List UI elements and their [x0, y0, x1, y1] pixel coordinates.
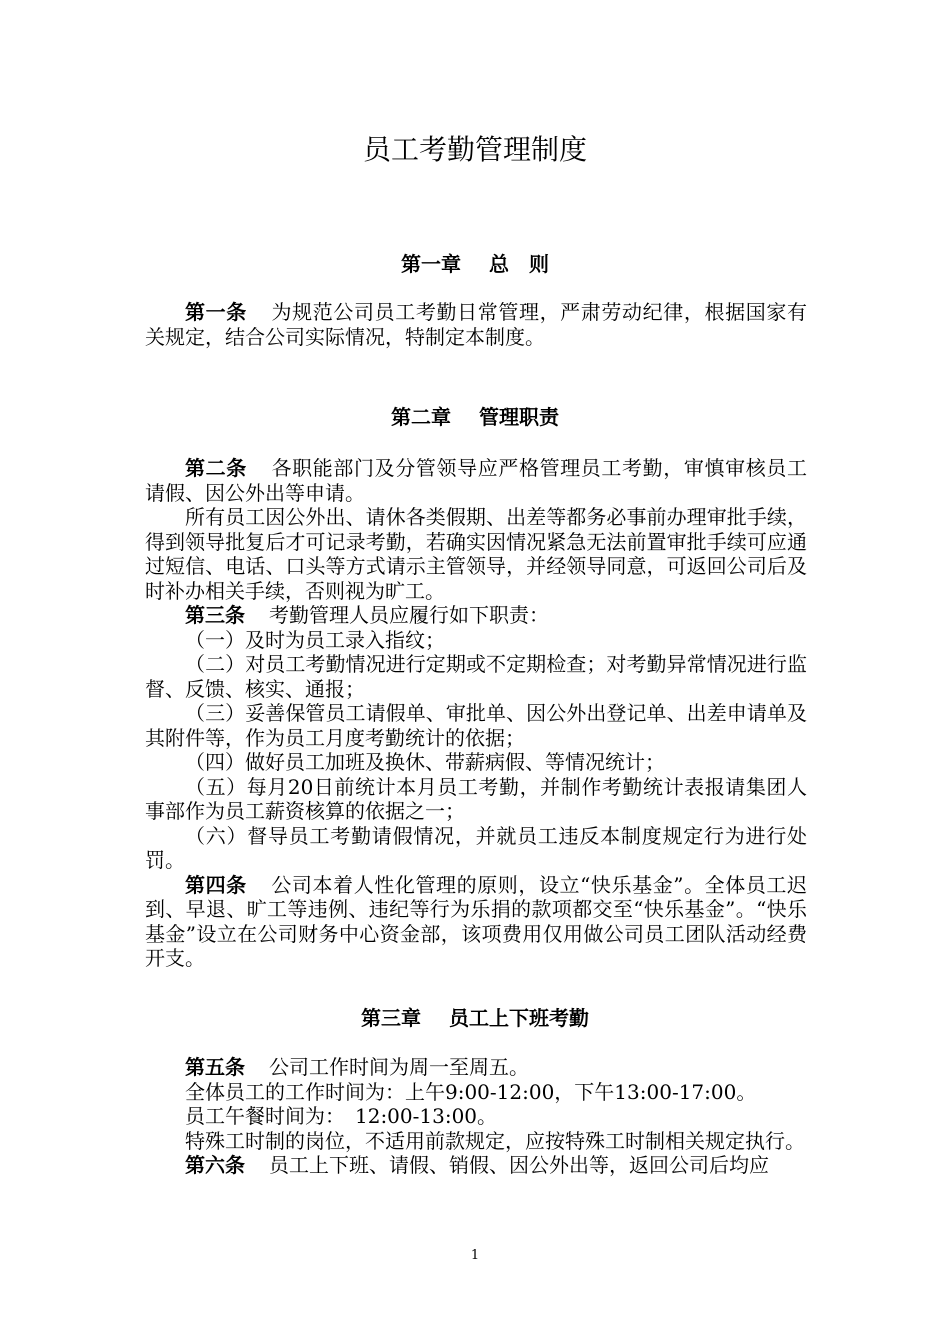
article-5 [145, 1055, 807, 1080]
article-number: 第三条 [185, 603, 245, 627]
duty-item: （一）及时为员工录入指纹； [185, 627, 445, 652]
article-number: 第二条 [185, 456, 247, 480]
article-2-paragraph: 所有员工因公外出、请休各类假期、出差等都务必事前办理审批手续，得到领导批复后才可记录考勤，若确实因情况紧急无法前置审批手续可应通过短信、电话、口头等方式请示主管领导，并经领导同意，可返回公司后及时补办相关手续，否则视为旷工。 [145, 505, 807, 603]
lunch-hours-line: 员工午餐时间为： 12:00-13:00。 [185, 1104, 498, 1128]
article-text: 员工上下班、请假、销假、因公外出等，返回公司后均应 [269, 1153, 769, 1177]
article-number: 第一条 [185, 300, 247, 324]
chapter-name: 总 则 [489, 252, 549, 276]
article-text: 为规范公司员工考勤日常管理，严肃劳动纪律，根据国家有关规定，结合公司实际情况，特制定本制度。 [145, 300, 808, 349]
article-number: 第四条 [185, 872, 247, 897]
work-hours-line: 全体员工的工作时间为：上午9:00-12:00，下午13:00-17:00。 [185, 1079, 757, 1104]
duty-item: （四）做好员工加班及换休、带薪病假、等情况统计； [185, 750, 665, 774]
article-6 [145, 1153, 807, 1178]
chapter-3-body [145, 1055, 807, 1178]
article-text: 公司工作时间为周一至周五。 [269, 1055, 529, 1079]
article-1 [145, 300, 807, 349]
page-number: 1 [470, 1248, 480, 1263]
chapter-heading-2 [0, 403, 950, 431]
chapter-label: 第二章 [391, 405, 451, 429]
duty-item: （六）督导员工考勤请假情况，并就员工违反本制度规定行为进行处罚。 [145, 823, 807, 872]
article-4 [145, 873, 807, 971]
special-hours-line: 特殊工时制的岗位，不适用前款规定，应按特殊工时制相关规定执行。 [185, 1128, 805, 1153]
duty-item: （三）妥善保管员工请假单、审批单、因公外出登记单、出差申请单及其附件等，作为员工月度考勤统计的依据； [145, 701, 807, 750]
duty-item: （二）对员工考勤情况进行定期或不定期检查；对考勤异常情况进行监督、反馈、核实、通报； [145, 652, 807, 701]
chapter-name: 员工上下班考勤 [449, 1006, 589, 1030]
article-text: 公司本着人性化管理的原则，设立“快乐基金”。全体员工迟到、早退、旷工等违例、违纪等行为乐捐的款项都交至“快乐基金”。“快乐基金”设立在公司财务中心资金部，该项费用仅用做公司员工团队活动经费开支。 [145, 872, 808, 970]
article-text: 考勤管理人员应履行如下职责： [269, 603, 549, 627]
duty-item: （五）每月20日前统计本月员工考勤，并制作考勤统计表报请集团人事部作为员工薪资核算的依据之一； [145, 774, 807, 823]
article-number: 第六条 [185, 1153, 245, 1177]
article-3 [145, 603, 807, 628]
chapter-heading-1 [0, 250, 950, 278]
document-title: 员工考勤管理制度 [362, 133, 587, 166]
article-text: 各职能部门及分管领导应严格管理员工考勤，审慎审核员工请假、因公外出等申请。 [145, 456, 808, 505]
chapter-2-body [145, 456, 807, 971]
article-number: 第五条 [185, 1055, 245, 1079]
chapter-name: 管理职责 [479, 405, 559, 429]
chapter-label: 第三章 [361, 1006, 421, 1030]
article-2 [145, 456, 807, 505]
chapter-heading-3 [0, 1004, 950, 1032]
chapter-label: 第一章 [401, 252, 461, 276]
